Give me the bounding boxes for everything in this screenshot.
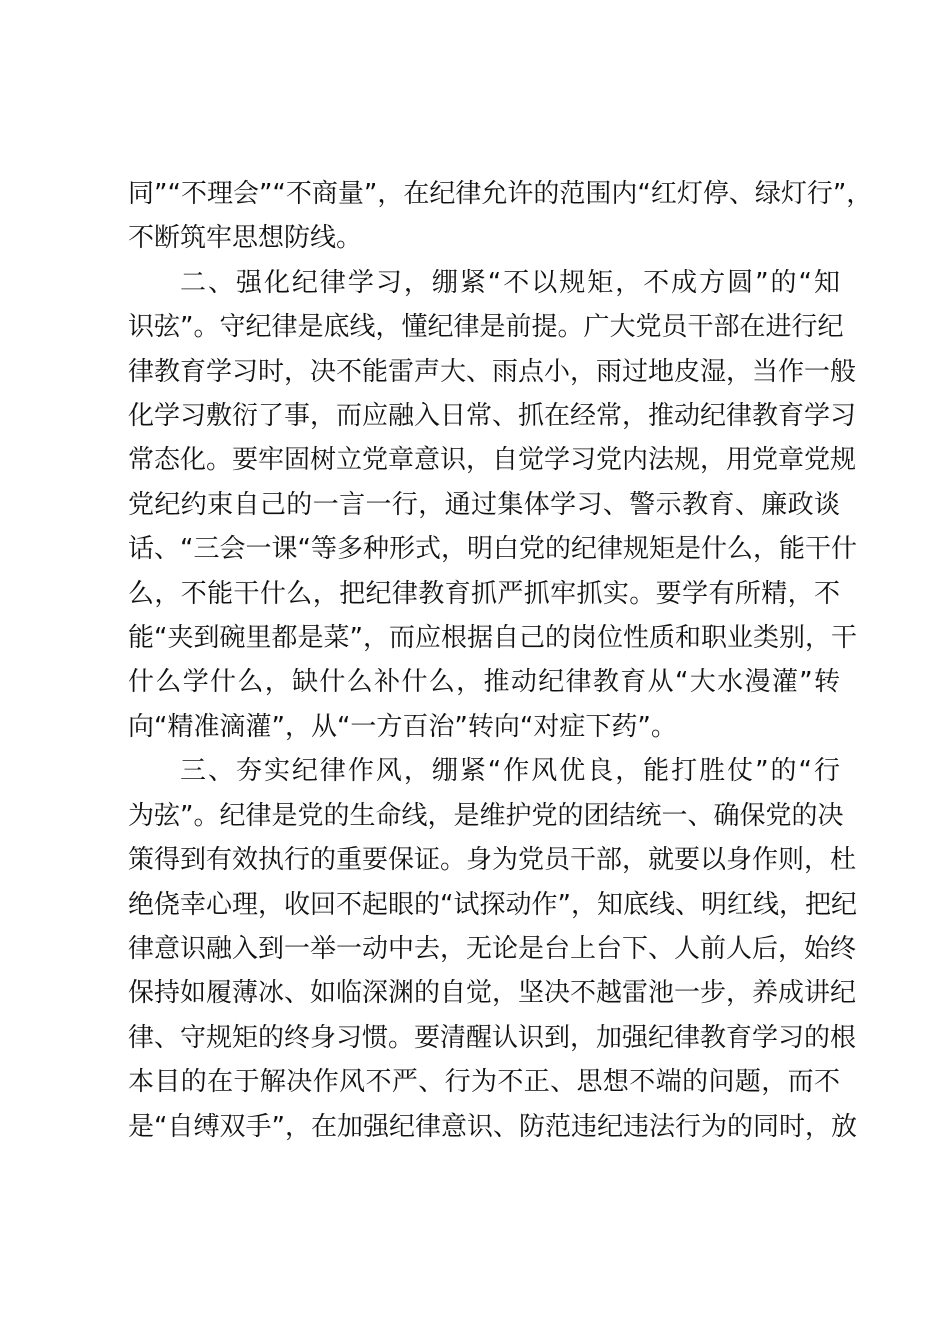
text-line: 策得到有效执行的重要保证。身为党员干部，就要以身作则，杜 xyxy=(128,845,857,876)
text-line: 识弦”。守纪律是底线，懂纪律是前提。广大党员干部在进行纪 xyxy=(128,312,844,343)
text-line: 为弦”。纪律是党的生命线，是维护党的团结统一、确保党的决 xyxy=(128,800,844,831)
text-line: 律、守规矩的终身习惯。要清醒认识到，加强纪律教育学习的根 xyxy=(128,1022,857,1053)
text-line: 同”“不理会”“不商量”，在纪律允许的范围内“红灯停、绿灯行”， xyxy=(128,179,873,209)
body-text xyxy=(128,172,873,1149)
text-line: 律意识融入到一举一动中去，无论是台上台下、人前人后，始终 xyxy=(128,933,857,964)
text-line: 是“自缚双手”，在加强纪律意识、防范违纪违法行为的同时，放 xyxy=(128,1111,857,1142)
text-line: 向“精准滴灌”，从“一方百治”转向“对症下药”。 xyxy=(128,711,677,742)
text-line: 什么学什么，缺什么补什么，推动纪律教育从“大水漫灌”转 xyxy=(128,667,840,698)
text-line: 党纪约束自己的一言一行，通过集体学习、警示教育、廉政谈 xyxy=(128,489,840,520)
text-line: 能“夹到碗里都是菜”，而应根据自己的岗位性质和职业类别，干 xyxy=(128,623,857,654)
text-line: 本目的在于解决作风不严、行为不正、思想不端的问题，而不 xyxy=(128,1067,840,1098)
text-line: 绝侥幸心理，收回不起眼的“试探动作”，知底线、明红线，把纪 xyxy=(128,889,857,920)
text-line: 不断筑牢思想防线。 xyxy=(128,223,363,254)
text-line: 三、夯实纪律作风，绷紧“作风优良，能打胜仗”的“行 xyxy=(180,756,840,787)
text-line: 化学习敷衍了事，而应融入日常、抓在经常，推动纪律教育学习 xyxy=(128,401,857,432)
text-line: 话、“三会一课“等多种形式，明白党的纪律规矩是什么，能干什 xyxy=(128,534,857,565)
text-line: 常态化。要牢固树立党章意识，自觉学习党内法规，用党章党规 xyxy=(128,445,857,476)
text-line: 二、强化纪律学习，绷紧“不以规矩，不成方圆”的“知 xyxy=(180,267,840,298)
text-line: 保持如履薄冰、如临深渊的自觉，坚决不越雷池一步，养成讲纪 xyxy=(128,978,857,1009)
text-line: 么，不能干什么，把纪律教育抓严抓牢抓实。要学有所精，不 xyxy=(128,578,840,609)
text-line: 律教育学习时，决不能雷声大、雨点小，雨过地皮湿，当作一般 xyxy=(128,356,857,387)
